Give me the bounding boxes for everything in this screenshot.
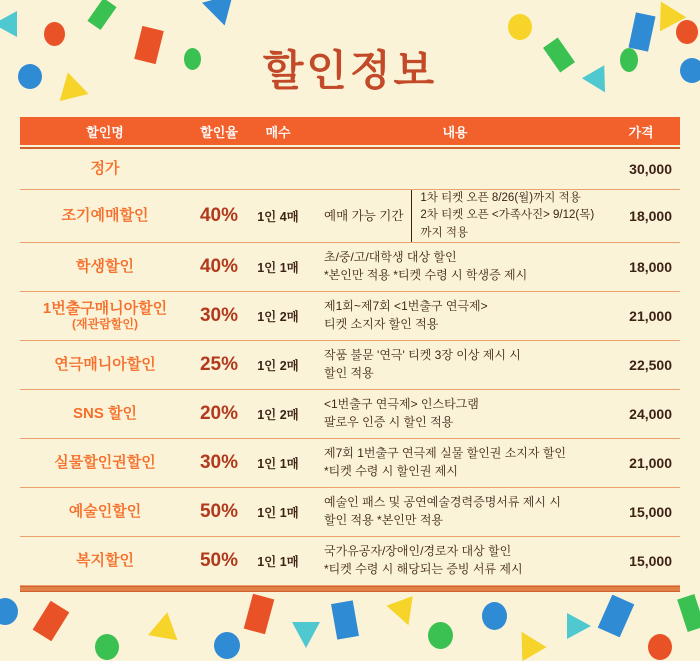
quantity: 1인 1매 (257, 456, 299, 471)
quantity: 1인 4매 (257, 209, 299, 224)
detail-line: 작품 불문 '연극' 티켓 3장 이상 제시 시 (324, 348, 521, 363)
table-row (20, 243, 680, 292)
confetti-triangle-icon (202, 0, 240, 30)
price: 21,000 (629, 454, 672, 471)
discount-name: SNS 할인 (73, 405, 137, 423)
price: 30,000 (629, 161, 672, 177)
discount-name: 복지할인 (76, 552, 134, 570)
detail-line: *본인만 적용 *티켓 수령 시 학생증 제시 (324, 267, 528, 282)
discount-rate: 20% (199, 402, 239, 424)
table-row (20, 149, 680, 190)
header-detail: 내용 (442, 124, 468, 140)
confetti-triangle-icon (386, 596, 421, 630)
detail-line: 1차 티켓 오픈 8/26(월)까지 적용 (420, 192, 581, 204)
detail (308, 494, 602, 529)
detail (308, 396, 602, 431)
discount-name: 학생할인 (76, 258, 134, 276)
table-row (20, 439, 680, 488)
discount-rate: 40% (199, 255, 239, 277)
quantity: 1인 2매 (257, 407, 299, 422)
detail-line: 할인 적용 *본인만 적용 (324, 512, 444, 527)
confetti-circle-icon (648, 634, 672, 660)
table-header-row (20, 117, 680, 145)
table-row (20, 488, 680, 537)
discount-name: 정가 (90, 160, 120, 178)
discount-rate: 50% (199, 500, 239, 522)
confetti-rect-icon (677, 594, 700, 632)
confetti-circle-icon (214, 632, 240, 659)
confetti-circle-icon (428, 622, 453, 649)
header-discount-rate: 할인율 (200, 124, 238, 140)
header-price: 가격 (628, 124, 654, 140)
table-row (20, 537, 680, 586)
quantity: 1인 2매 (257, 309, 299, 324)
detail-line: 제7회 1번출구 연극제 실물 할인권 소지자 할인 (324, 446, 567, 461)
confetti-circle-icon (95, 634, 119, 660)
confetti-circle-icon (0, 598, 18, 625)
header-quantity: 매수 (265, 124, 291, 140)
detail-line: 예술인 패스 및 공연예술경력증명서류 제시 시 (324, 495, 561, 510)
confetti-triangle-icon (148, 610, 182, 641)
confetti-triangle-icon (0, 11, 17, 37)
confetti-triangle-icon (509, 625, 546, 661)
price: 24,000 (629, 405, 672, 422)
confetti-rect-icon (598, 595, 635, 638)
discount-name: 연극매니아할인 (54, 356, 156, 374)
detail-line: 초/중/고/대학생 대상 할인 (324, 250, 457, 265)
detail-line: *티켓 수령 시 할인권 제시 (324, 463, 458, 478)
discount-rate: 50% (199, 549, 239, 571)
detail (308, 445, 602, 480)
discount-rate: 40% (199, 204, 239, 226)
price: 15,000 (629, 552, 672, 569)
detail (308, 249, 602, 284)
confetti-circle-icon (482, 602, 507, 630)
detail (308, 543, 602, 578)
quantity: 1인 1매 (257, 260, 299, 275)
header-discount-name: 할인명 (86, 124, 124, 140)
detail-line: <1번출구 연극제> 인스타그램 (324, 397, 479, 412)
detail-line: 팔로우 인증 시 할인 적용 (324, 414, 454, 429)
confetti-triangle-icon (567, 613, 591, 639)
table-row (20, 390, 680, 439)
discount-name: 실물할인권할인 (54, 454, 156, 472)
confetti-rect-icon (33, 601, 70, 641)
detail-line: 2차 티켓 오픈 <가족사진> 9/12(목)까지 적용 (420, 209, 595, 239)
page-title: 할인정보 (262, 47, 438, 94)
detail (308, 298, 602, 333)
detail-line: 국가유공자/장애인/경로자 대상 할인 (324, 544, 512, 559)
quantity: 1인 2매 (257, 358, 299, 373)
detail-line: 제1회~제7회 <1번출구 연극제> (324, 299, 488, 314)
discount-name (20, 300, 190, 332)
confetti-circle-icon (508, 14, 532, 40)
discount-name-main: 1번출구매니아할인 (42, 299, 168, 317)
confetti-rect-icon (87, 0, 116, 30)
detail-lines (411, 190, 602, 242)
detail-line: *티켓 수령 시 해당되는 증빙 서류 제시 (324, 561, 523, 576)
confetti-rect-icon (331, 600, 359, 639)
discount-name: 조기예매할인 (61, 207, 149, 225)
detail (308, 347, 602, 382)
detail (308, 190, 602, 242)
price: 22,500 (629, 356, 672, 373)
detail-label: 예매 가능 기간 (324, 208, 404, 223)
quantity: 1인 1매 (257, 554, 299, 569)
confetti-rect-icon (244, 594, 275, 634)
table-row (20, 292, 680, 341)
discount-rate: 30% (199, 451, 239, 473)
discount-rate: 30% (199, 304, 239, 326)
discount-rate: 25% (199, 353, 239, 375)
price: 21,000 (629, 307, 672, 324)
price: 18,000 (629, 258, 672, 275)
confetti-triangle-icon (292, 622, 320, 648)
discount-name-sub: (재관람할인) (72, 316, 138, 331)
price: 18,000 (629, 207, 672, 224)
table-bottom-line (20, 586, 680, 592)
table-row (20, 190, 680, 243)
price: 15,000 (629, 503, 672, 520)
quantity: 1인 1매 (257, 505, 299, 520)
detail-line: 할인 적용 (324, 365, 374, 380)
discount-table (20, 117, 680, 592)
detail-line: 티켓 소지자 할인 적용 (324, 316, 439, 331)
table-row (20, 341, 680, 390)
discount-name: 예술인할인 (68, 503, 142, 521)
